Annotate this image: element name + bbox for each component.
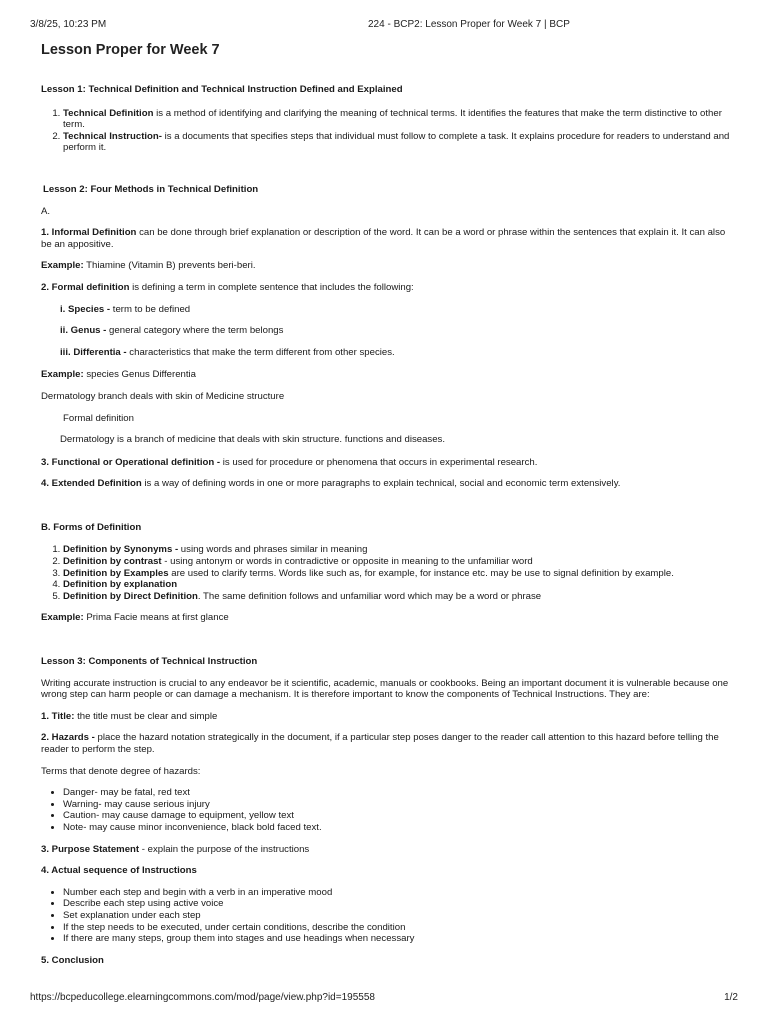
list-item: • Note- may cause minor inconvenience, black bold faced text. xyxy=(63,822,731,834)
print-datetime: 3/8/25, 10:23 PM xyxy=(30,19,107,30)
list-item: • If there are many steps, group them into stages and use headings when necessary xyxy=(63,933,731,945)
sequence-heading: 4. Actual sequence of Instructions xyxy=(41,865,197,877)
formal-definition: 2. Formal definition is defining a term in complete sentence that includes the following: xyxy=(41,281,414,293)
lesson1-heading: Lesson 1: Technical Definition and Technical Instruction Defined and Explained xyxy=(41,84,403,95)
formal-part-genus: ii. Genus - general category where the term belongs xyxy=(60,325,284,337)
page-title: Lesson Proper for Week 7 xyxy=(41,42,220,58)
list-item: 1. Technical Definition is a method of identifying and clarifying the meaning of technical terms. It identifies the features that make the term distinctive to other term. xyxy=(63,108,731,131)
page-number: 1/2 xyxy=(724,992,738,1003)
component-hazards: 2. Hazards - place the hazard notation strategically in the document, if a particular step poses danger to the reader call attention to this hazard before telling the reader to perform the step. xyxy=(41,732,719,755)
term: Technical Definition xyxy=(63,107,154,119)
print-header xyxy=(30,19,738,33)
list-item: 4. Definition by explanation xyxy=(63,579,731,591)
list-item: 2. Technical Instruction- is a documents that specifies steps that individual must follow to complete a task. It explains procedure for readers to understand and perform it. xyxy=(63,131,731,154)
list-item: 2. Definition by contrast - using antonym or words in contradictive or opposite in meaning to the unfamiliar word xyxy=(63,556,731,568)
list-item: • If the step needs to be executed, under certain conditions, describe the condition xyxy=(63,922,731,934)
formal-part-differentia: iii. Differentia - characteristics that make the term different from other species. xyxy=(60,346,395,358)
list-item: 5. Definition by Direct Definition. The same definition follows and unfamiliar word which may be a word or phrase xyxy=(63,591,731,603)
functional-definition: 3. Functional or Operational definition - is used for procedure or phenomena that occurs in experimental research. xyxy=(41,456,538,468)
formal-definition-sentence: Dermatology is a branch of medicine that deals with skin structure. functions and diseases. xyxy=(60,434,446,446)
list-item: • Warning- may cause serious injury xyxy=(63,799,731,811)
forms-heading: B. Forms of Definition xyxy=(41,521,142,533)
sequence-list xyxy=(41,887,731,945)
page-url: https://bcpeducollege.elearningcommons.com/mod/page/view.php?id=195558 xyxy=(30,992,375,1003)
list-item: • Describe each step using active voice xyxy=(63,898,731,910)
informal-definition: 1. Informal Definition can be done through brief explanation or description of the word. It can be a word or phrase within the sentences that explain it. It can also be an appositive. xyxy=(41,227,726,250)
print-doc-title: 224 - BCP2: Lesson Proper for Week 7 | BCP xyxy=(368,19,570,30)
print-footer xyxy=(30,992,738,1006)
hazard-terms-intro: Terms that denote degree of hazards: xyxy=(41,765,201,777)
conclusion-heading: 5. Conclusion xyxy=(41,954,104,966)
lesson2-heading: Lesson 2: Four Methods in Technical Definition xyxy=(43,183,259,195)
example-informal: Example: Thiamine (Vitamin B) prevents beri-beri. xyxy=(41,260,256,272)
term: Technical Instruction- xyxy=(63,130,162,142)
hazard-terms-list xyxy=(41,787,731,833)
list-item: • Caution- may cause damage to equipment, yellow text xyxy=(63,810,731,822)
lesson3-heading: Lesson 3: Components of Technical Instruction xyxy=(41,656,258,668)
component-purpose: 3. Purpose Statement - explain the purpose of the instructions xyxy=(41,843,310,855)
list-item: • Set explanation under each step xyxy=(63,910,731,922)
example-formal: Example: species Genus Differentia xyxy=(41,369,197,381)
list-item: • Number each step and begin with a verb in an imperative mood xyxy=(63,887,731,899)
list-item: 3. Definition by Examples are used to clarify terms. Words like such as, for example, for instance etc. may be use to signal definition by example. xyxy=(63,568,731,580)
list-item: 1. Definition by Synonyms - using words and phrases similar in meaning xyxy=(63,544,731,556)
formal-definition-label: Formal definition xyxy=(63,412,134,424)
forms-list xyxy=(41,544,731,602)
component-title: 1. Title: the title must be clear and simple xyxy=(41,710,218,722)
lesson3-intro: Writing accurate instruction is crucial to any endeavor be it scientific, academic, manuals or cookbooks. Being an important document it is vulnerable because one wrong step can harm people or can damage a mechanism. It is therefore important to know the components of Technical Instructions. They are: xyxy=(41,677,729,701)
example-formal-line: Dermatology branch deals with skin of Medicine structure xyxy=(41,390,285,402)
example-forms: Example: Prima Facie means at first glance xyxy=(41,612,229,624)
extended-definition: 4. Extended Definition is a way of defining words in one or more paragraphs to explain technical, social and economic term extensively. xyxy=(41,478,621,490)
formal-part-species: i. Species - term to be defined xyxy=(60,303,191,315)
lesson1-list xyxy=(41,108,731,154)
section-a-label: A. xyxy=(41,205,51,217)
list-item: • Danger- may be fatal, red text xyxy=(63,787,731,799)
page-content xyxy=(41,40,731,966)
